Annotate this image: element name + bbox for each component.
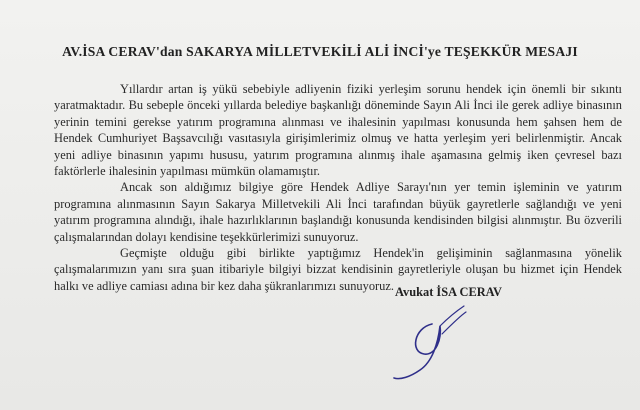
paragraph-2: Ancak son aldığımız bilgiye göre Hendek Adliye Sarayı'nın yer temin işleminin ve yatırım programına alınmasının Sayın Sakarya Milletvekili Ali İnci tarafından büyük gayretlerle sağlandığı ve yeni yatırım programına alındığı, ihale hazırlıklarının başlandığı konusunda kendisinden bilgisi alınmıştır. Bu özverili çalışmalarından dolayı kendisine teşekkürlerimizi sunuyoruz. xyxy=(54,180,622,244)
handwritten-signature xyxy=(380,294,500,384)
letter-title: AV.İSA CERAV'dan SAKARYA MİLLETVEKİLİ ALİ İNCİ'ye TEŞEKKÜR MESAJI xyxy=(62,44,578,59)
signature-name: Avukat İSA CERAV xyxy=(395,285,502,299)
paragraph-3: Geçmişte olduğu gibi birlikte yaptığımız Hendek'in gelişiminin sağlanmasına yönelik çalışmalarımızın yanı sıra şuan itibariyle bilgiyi bizzat kendisinin gayretleriyle oluşan bu hizmet için Hendek halkı ve adliye camiası adına bir kez daha şükranlarımızı sunuyoruz. xyxy=(54,246,622,293)
letter-body xyxy=(54,81,622,294)
paragraph-1: Yıllardır artan iş yükü sebebiyle adliyenin fiziki yerleşim sorunu hendek için önemli bir sıkıntı yaratmaktadır. Bu sebeple önceki yıllarda belediye başkanlığı döneminde Sayın Ali İnci ile gerek adliye binasının yerinin temini gerekse yatırım programına alınması ve ihalesinin yapılması konusunda hem şahsen hem de Hendek Cumhuriyet Başsavcılığı vasıtasıyla girişimlerimiz olmuş ve hatta yerleşim yeri belirlenmiştir. Ancak yeni adliye binasının yapımı hususu, yatırım programına alınmış ihale aşamasına gelmiş iken çevresel bazı faktörlerle ihalesinin yapılması mümkün olamamıştır. xyxy=(54,82,622,179)
